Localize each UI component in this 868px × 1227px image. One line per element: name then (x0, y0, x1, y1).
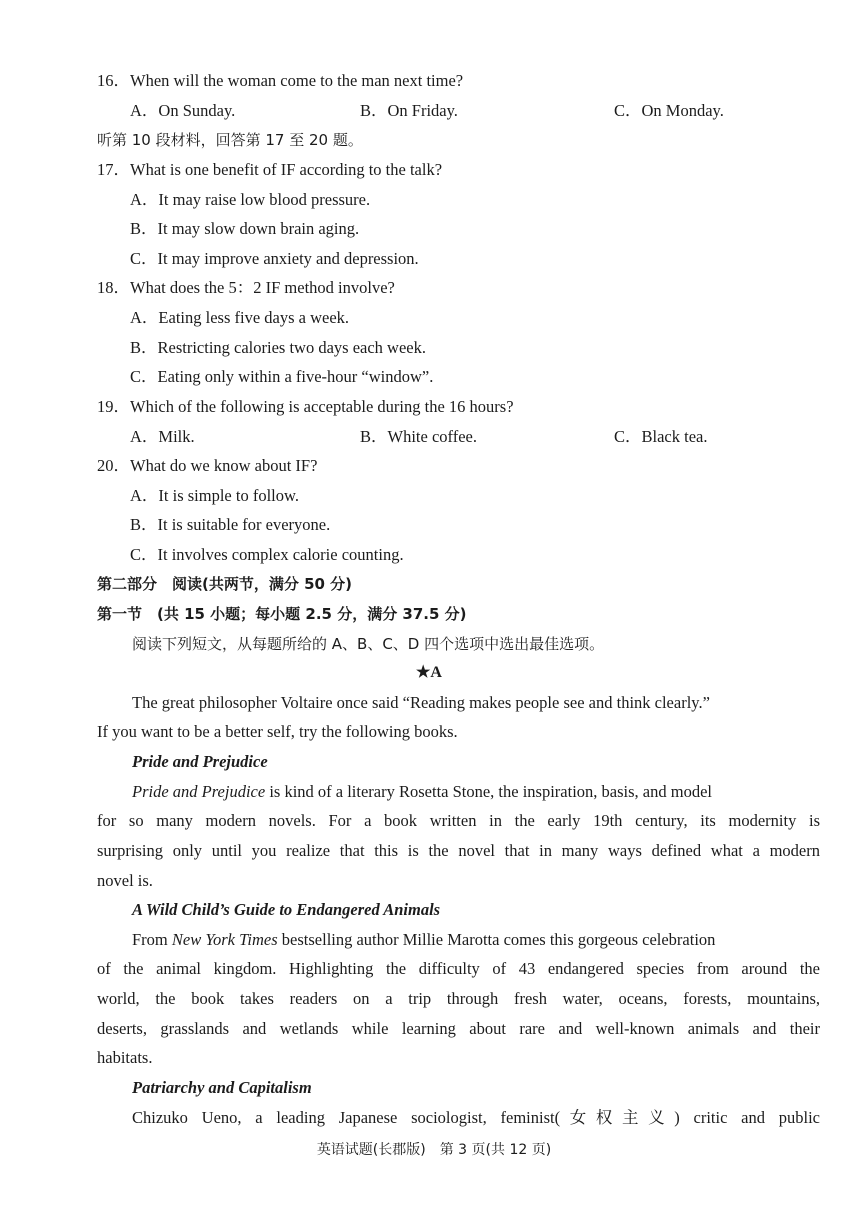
book1-line-4: novel is. (97, 871, 153, 890)
part-two-title: 第二部分 阅读(共两节，满分 50 分) (97, 575, 353, 593)
book1-line-2: for so many modern novels. For a book written in the early 19th century, its modernity is (97, 811, 820, 830)
book2-line-5: habitats. (97, 1048, 153, 1067)
book2-line-1 (132, 930, 715, 950)
q17-stem: 17．What is one benefit of IF according to the talk? (97, 160, 443, 179)
book1-title: Pride and Prejudice (132, 752, 268, 771)
book2-line-1-rest: bestselling author Millie Marotta comes this gorgeous celebration (277, 930, 716, 949)
page-footer: 英语试题(长郡版) 第 3 页(共 12 页) (316, 1142, 552, 1158)
q20-option-a: A．It is simple to follow. (130, 486, 299, 505)
book2-title: A Wild Child’s Guide to Endangered Animals (132, 900, 441, 919)
q19-option-b: B．White coffee. (360, 427, 477, 446)
q16-stem: 16．When will the woman come to the man next time? (97, 71, 464, 90)
book2-line-3: world, the book takes readers on a trip through fresh water, oceans, forests, mountains, (97, 989, 820, 1008)
section-one-title: 第一节 (共 15 小题；每小题 2.5 分，满分 37.5 分) (97, 605, 467, 623)
book1-line-1 (132, 782, 712, 802)
book1-line-1-rest: is kind of a literary Rosetta Stone, the inspiration, basis, and model (265, 782, 712, 801)
reading-instruction: 阅读下列短文，从每题所给的 A、B、C、D 四个选项中选出最佳选项。 (132, 635, 605, 653)
q17-option-a: A．It may raise low blood pressure. (130, 190, 371, 209)
section10-intro: 听第 10 段材料，回答第 17 至 20 题。 (97, 131, 363, 149)
passage-label: ★A (416, 664, 442, 681)
intro-line-1: The great philosopher Voltaire once said “Reading makes people see and think clearly.” (132, 693, 710, 712)
q16-option-c: C．On Monday. (614, 101, 724, 120)
book2-inline-italic: New York Times (171, 930, 278, 949)
book1-line-3: surprising only until you realize that this is the novel that in many ways defined what a modern (97, 841, 820, 860)
q20-stem: 20．What do we know about IF? (97, 456, 318, 475)
q20-option-b: B．It is suitable for everyone. (130, 515, 331, 534)
q18-stem: 18．What does the 5：2 IF method involve? (97, 278, 395, 297)
q16-option-a: A．On Sunday. (130, 101, 236, 120)
q16-option-b: B．On Friday. (360, 101, 458, 120)
book3-line-1: Chizuko Ueno, a leading Japanese sociologist, feminist(女权主义) critic and public (132, 1108, 820, 1127)
book2-line-2: of the animal kingdom. Highlighting the difficulty of 43 endangered species from around the (97, 959, 820, 978)
q18-option-a: A．Eating less five days a week. (130, 308, 350, 327)
q18-option-c: C．Eating only within a five-hour “window”. (130, 367, 434, 386)
book3-title: Patriarchy and Capitalism (132, 1078, 312, 1097)
q19-stem: 19．Which of the following is acceptable during the 16 hours? (97, 397, 514, 416)
q19-option-a: A．Milk. (130, 427, 195, 446)
book1-inline-title: Pride and Prejudice (132, 782, 266, 801)
q17-option-b: B．It may slow down brain aging. (130, 219, 360, 238)
book2-line-4: deserts, grasslands and wetlands while learning about rare and well-known animals and their (97, 1019, 820, 1038)
q18-option-b: B．Restricting calories two days each week. (130, 338, 426, 357)
intro-line-2: If you want to be a better self, try the following books. (97, 722, 458, 741)
book2-line-1-pre: From (132, 930, 172, 949)
q19-option-c: C．Black tea. (614, 427, 708, 446)
q17-option-c: C．It may improve anxiety and depression. (130, 249, 419, 268)
q20-option-c: C．It involves complex calorie counting. (130, 545, 404, 564)
